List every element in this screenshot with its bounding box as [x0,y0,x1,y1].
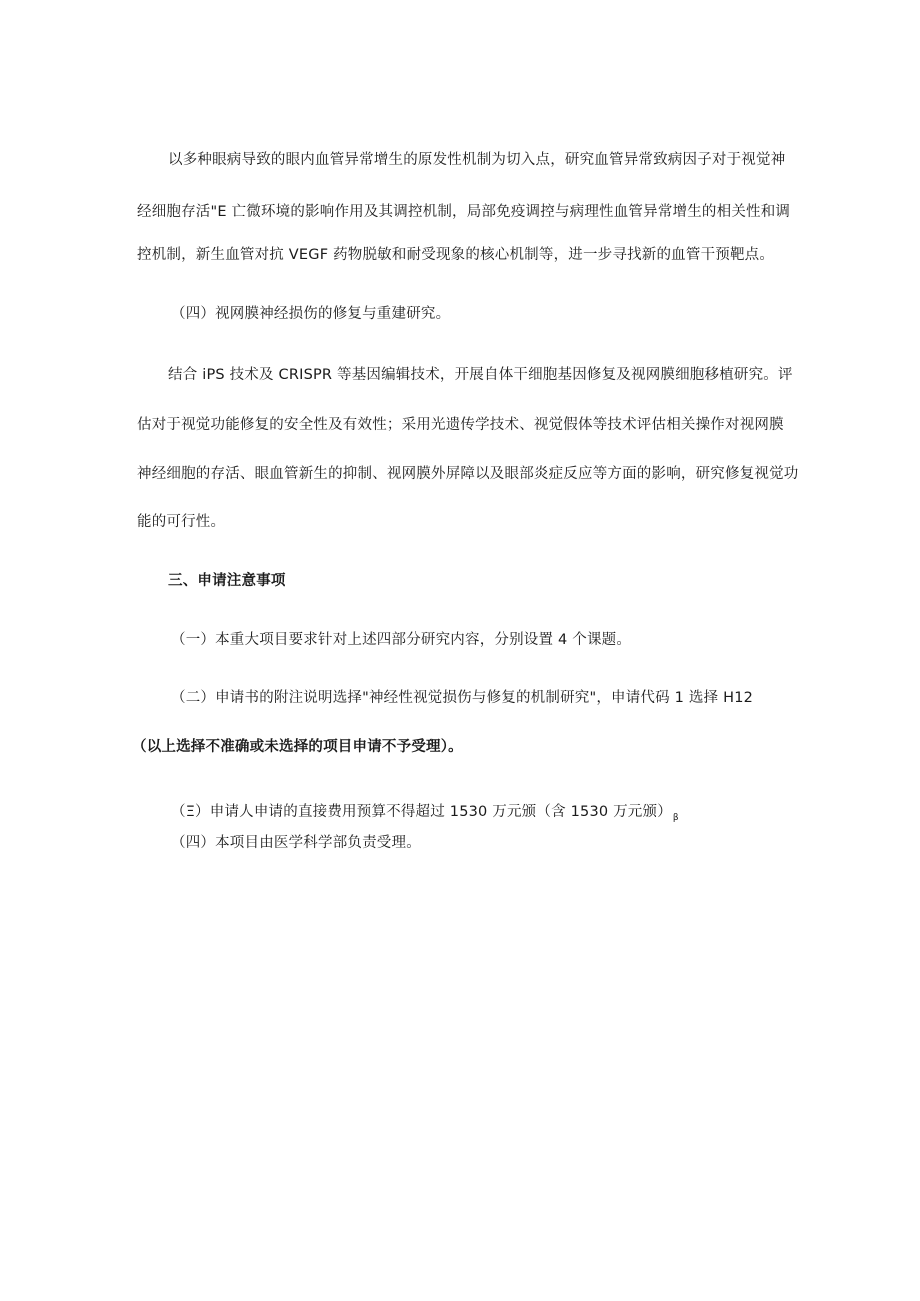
paragraph-2-line-3: 神经细胞的存活、眼血管新生的抑制、视网膜外屏障以及眼部炎症反应等方面的影响，研究修复视觉功 [137,466,799,482]
paragraph-2-line-2: 估对于视觉功能修复的安全性及有效性；采用光遗传学技术、视觉假体等技术评估相关操作对视网膜 [137,417,784,433]
note-item-3 [171,803,679,827]
note-item-2-continuation: （以上选择不准确或未选择的项目申请不予受理）。 [132,739,463,755]
section-4-heading: （四）视网膜神经损伤的修复与重建研究。 [171,306,451,322]
note-item-3-text: （Ξ）申请人申请的直接费用预算不得超过 1530 万元颁（含 1530 万元颁） [171,804,672,820]
paragraph-1-line-3: 控机制，新生血管对抗 VEGF 药物脱敏和耐受现象的核心机制等，进一步寻找新的血管干预靶点。 [137,247,775,263]
note-item-4: （四）本项目由医学科学部负责受理。 [171,835,421,851]
note-item-2: （二）申请书的附注说明选择"神经性视觉损伤与修复的机制研究"，申请代码 1 选择 H12 [171,690,754,706]
paragraph-2-line-1: 结合 iPS 技术及 CRISPR 等基因编辑技术，开展自体干细胞基因修复及视网膜细胞移植研究。评 [168,367,793,383]
section-3-heading: 三、申请注意事项 [168,573,286,589]
note-item-3-suffix: β [672,813,679,823]
note-item-1: （一）本重大项目要求针对上述四部分研究内容，分别设置 4 个课题。 [171,632,632,648]
paragraph-2-line-4: 能的可行性。 [137,514,226,530]
paragraph-1-line-1: 以多种眼病导致的眼内血管异常增生的原发性机制为切入点，研究血管异常致病因子对于视觉神 [168,152,786,168]
paragraph-1-line-2: 经细胞存活"E 亡微环境的影响作用及其调控机制，局部免疫调控与病理性血管异常增生的相关性和调 [137,204,791,220]
